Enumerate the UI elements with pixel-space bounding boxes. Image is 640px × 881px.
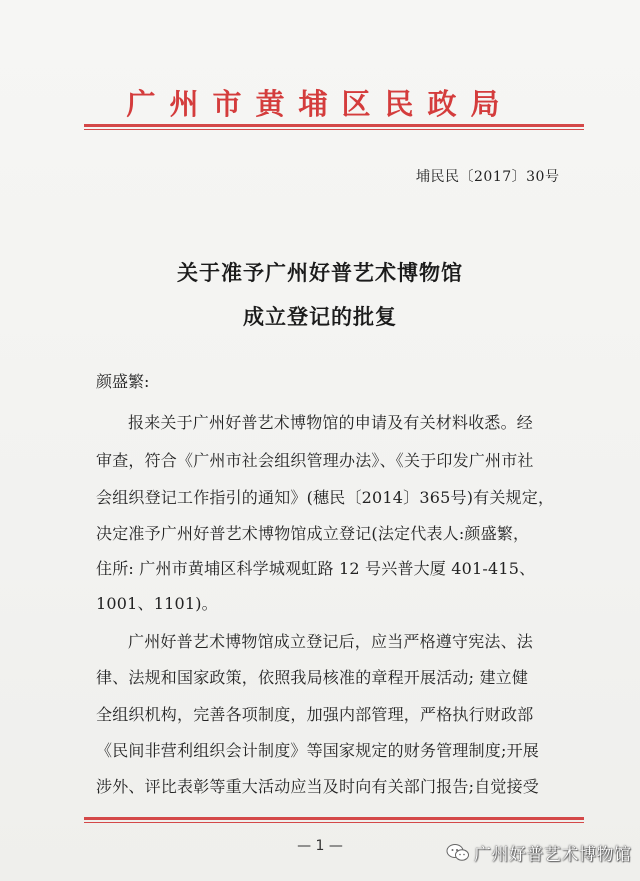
- wechat-icon: [446, 843, 470, 863]
- body-line: 广州好普艺术博物馆成立登记后，应当严格遵守宪法、法: [128, 632, 534, 651]
- letterhead-agency-name: 广州市黄埔区民政局: [126, 87, 514, 121]
- body-line: 住所: 广州市黄埔区科学城观虹路 12 号兴普大厦 401-415、: [96, 559, 536, 578]
- body-line: 涉外、评比表彰等重大活动应当及时向有关部门报告;自觉接受: [96, 777, 539, 796]
- body-line: 审查，符合《广州市社会组织管理办法》、《关于印发广州市社: [96, 451, 534, 470]
- letterhead-red-rule: [84, 124, 584, 127]
- body-line: 《民间非营利组织会计制度》等国家规定的财务管理制度;开展: [96, 741, 539, 760]
- body-line: 报来关于广州好普艺术博物馆的申请及有关材料收悉。经: [128, 413, 534, 432]
- salutation: 颜盛繁:: [96, 372, 150, 391]
- wechat-watermark: [446, 840, 632, 865]
- body-line: 会组织登记工作指引的通知》(穗民〔2014〕365号)有关规定，: [96, 488, 555, 507]
- body-line: 1001、1101)。: [96, 594, 218, 613]
- document-title-line2: 成立登记的批复: [243, 305, 397, 329]
- body-line: 决定准予广州好普艺术博物馆成立登记(法定代表人:颜盛繁，: [96, 524, 530, 543]
- body-line: 全组织机构，完善各项制度，加强内部管理，严格执行财政部: [96, 705, 534, 724]
- body-line: 律、法规和国家政策，依照我局核准的章程开展活动; 建立健: [96, 668, 529, 687]
- footer-red-rule: [84, 817, 584, 820]
- footer-red-rule-thin: [84, 822, 584, 823]
- watermark-text: 广州好普艺术博物馆: [474, 845, 632, 865]
- page-number: — 1 —: [297, 838, 343, 854]
- document-title-line1: 关于准予广州好普艺术博物馆: [177, 261, 463, 285]
- document-number: 埔民民〔2017〕30号: [416, 169, 560, 185]
- letterhead-red-rule-thin: [84, 129, 584, 130]
